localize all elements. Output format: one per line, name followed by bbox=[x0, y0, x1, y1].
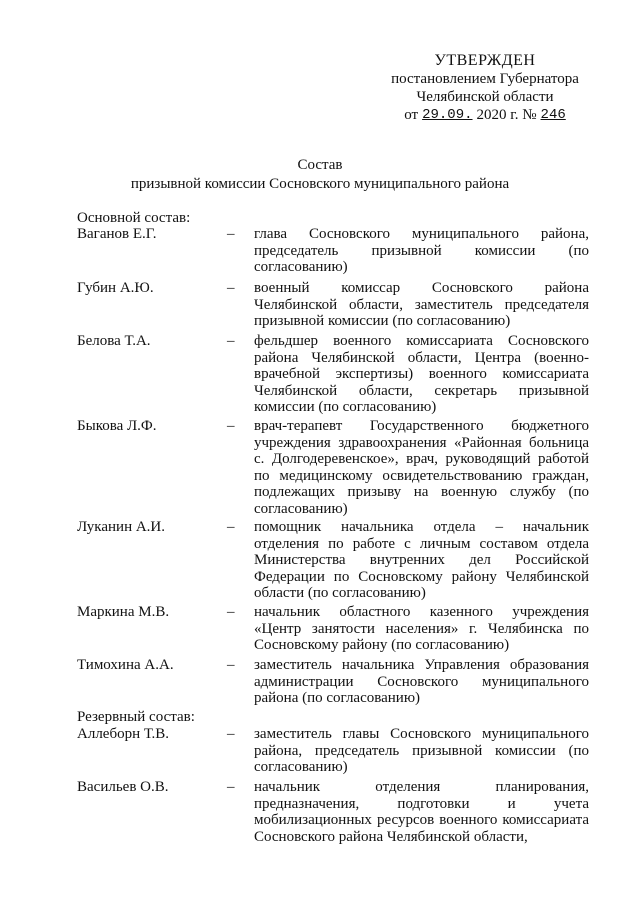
member-dash: – bbox=[227, 333, 235, 349]
member-row bbox=[77, 726, 597, 776]
member-row bbox=[77, 226, 597, 276]
member-row bbox=[77, 657, 597, 707]
member-name: Ваганов Е.Г. bbox=[77, 226, 157, 242]
member-name: Тимохина А.А. bbox=[77, 657, 174, 673]
member-row bbox=[77, 333, 597, 416]
member-dash: – bbox=[227, 519, 235, 535]
member-name: Луканин А.И. bbox=[77, 519, 166, 535]
member-dash: – bbox=[227, 726, 235, 742]
member-name: Губин А.Ю. bbox=[77, 280, 154, 296]
member-description: помощник начальника отдела – начальник отделения по работе с личным составом отдела Министерства внутренних дел Российской Федерации по Сосновскому району Челябинской области (по согласованию) bbox=[254, 519, 589, 601]
approval-stamp: УТВЕРЖДЕН bbox=[434, 52, 536, 69]
member-description: заместитель начальника Управления образования администрации Сосновского муниципального района (по согласованию) bbox=[254, 657, 589, 706]
member-row bbox=[77, 519, 597, 602]
member-description: военный комиссар Сосновского района Челябинской области, заместитель председателя призывной комиссии (по согласованию) bbox=[254, 280, 589, 329]
member-description: врач-терапевт Государственного бюджетного учреждения здравоохранения «Районная больница с. Долгодеревенское», врач, руководящий работой по медицинскому освидетельствованию граждан, подлежащих призыву на военную службу (по согласованию) bbox=[254, 418, 589, 517]
document-title bbox=[0, 156, 640, 194]
member-row bbox=[77, 280, 597, 330]
member-dash: – bbox=[227, 280, 235, 296]
approval-from: от bbox=[404, 107, 419, 123]
approval-block bbox=[370, 52, 600, 124]
approval-line-2: Челябинской области bbox=[416, 89, 554, 105]
approval-date-line bbox=[370, 106, 600, 124]
approval-year: 2020 г. № bbox=[476, 107, 537, 123]
member-name: Быкова Л.Ф. bbox=[77, 418, 157, 434]
reserve-section-header: Резервный состав: bbox=[77, 709, 195, 725]
member-name: Белова Т.А. bbox=[77, 333, 151, 349]
title-line-1: Состав bbox=[297, 157, 343, 173]
member-description: глава Сосновского муниципального района, председатель призывной комиссии (по согласованию) bbox=[254, 226, 589, 275]
member-dash: – bbox=[227, 418, 235, 434]
member-dash: – bbox=[227, 657, 235, 673]
member-row bbox=[77, 779, 597, 845]
title-line-2: призывной комиссии Сосновского муниципального района bbox=[130, 176, 510, 192]
approval-number: 246 bbox=[540, 107, 566, 123]
member-row bbox=[77, 604, 597, 654]
member-row bbox=[77, 418, 597, 517]
member-dash: – bbox=[227, 779, 235, 795]
member-name: Аллеборн Т.В. bbox=[77, 726, 170, 742]
approval-date: 29.09. bbox=[422, 107, 473, 123]
member-name: Маркина М.В. bbox=[77, 604, 170, 620]
member-name: Васильев О.В. bbox=[77, 779, 169, 795]
member-dash: – bbox=[227, 604, 235, 620]
member-dash: – bbox=[227, 226, 235, 242]
member-description: начальник отделения планирования, предназначения, подготовки и учета мобилизационных ресурсов военного комиссариата Сосновского района Челябинской области, bbox=[254, 779, 589, 845]
member-description: фельдшер военного комиссариата Сосновского района Челябинской области, Центра (военно-врачебной экспертизы) военного комиссариата Челябинской области, секретарь призывной комиссии (по согласованию) bbox=[254, 333, 589, 415]
member-description: заместитель главы Сосновского муниципального района, председатель призывной комиссии (по согласованию) bbox=[254, 726, 589, 775]
main-section-header: Основной состав: bbox=[77, 210, 191, 226]
approval-line-1: постановлением Губернатора bbox=[391, 71, 579, 87]
member-description: начальник областного казенного учреждения «Центр занятости населения» г. Челябинска по Сосновскому району (по согласованию) bbox=[254, 604, 589, 653]
